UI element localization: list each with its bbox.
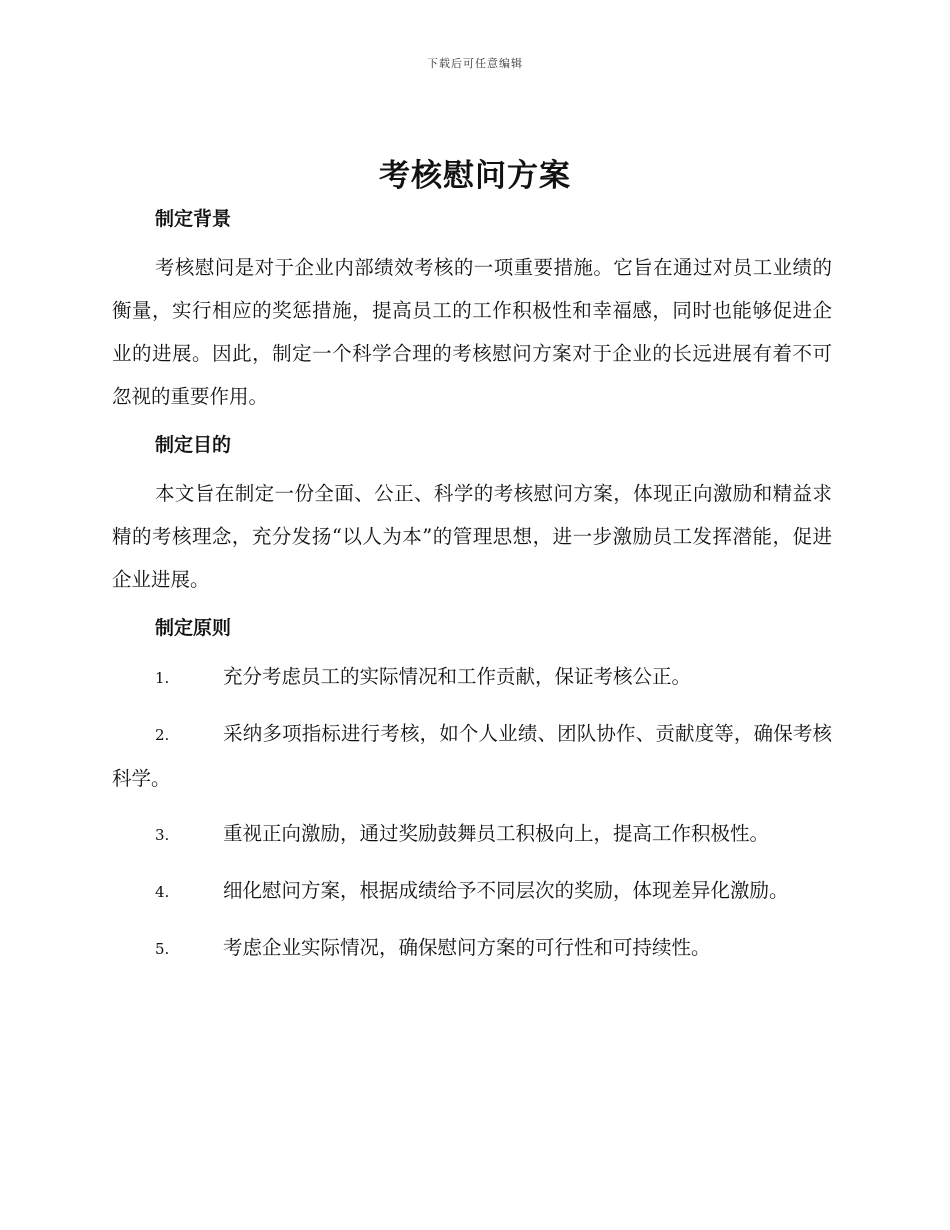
list-item-text: 细化慰问方案，根据成绩给予不同层次的奖励，体现差异化激励。 bbox=[223, 879, 789, 902]
list-item bbox=[112, 926, 832, 971]
document-title: 考核慰问方案 bbox=[379, 158, 571, 194]
list-item-number: 5. bbox=[155, 940, 170, 958]
purpose-paragraph: 本文旨在制定一份全面、公正、科学的考核慰问方案，体现正向激励和精益求精的考核理念，充分发扬“以人为本”的管理思想，进一步激励员工发挥潜能，促进企业进展。 bbox=[112, 482, 832, 591]
list-item-number: 2. bbox=[155, 726, 170, 744]
list-item-text: 考虑企业实际情况，确保慰问方案的可行性和可持续性。 bbox=[223, 936, 711, 959]
list-item bbox=[112, 712, 832, 800]
list-item-number: 1. bbox=[155, 669, 170, 687]
list-item-text: 充分考虑员工的实际情况和工作贡献，保证考核公正。 bbox=[223, 665, 692, 688]
list-item bbox=[112, 812, 832, 857]
list-item-text: 重视正向激励，通过奖励鼓舞员工积极向上，提高工作积极性。 bbox=[223, 822, 770, 845]
list-item-text: 采纳多项指标进行考核，如个人业绩、团队协作、贡献度等，确保考核科学。 bbox=[112, 722, 832, 790]
list-item bbox=[112, 869, 832, 914]
header-note: 下载后可任意编辑 bbox=[427, 57, 523, 70]
section-heading-background: 制定背景 bbox=[155, 208, 232, 230]
document-body bbox=[112, 204, 832, 971]
list-item bbox=[112, 655, 832, 700]
section-heading-purpose: 制定目的 bbox=[155, 434, 232, 456]
background-paragraph: 考核慰问是对于企业内部绩效考核的一项重要措施。它旨在通过对员工业绩的衡量，实行相应的奖惩措施，提高员工的工作积极性和幸福感，同时也能够促进企业的进展。因此，制定一个科学合理的考核慰问方案对于企业的长远进展有着不可忽视的重要作用。 bbox=[112, 256, 832, 408]
section-heading-principles: 制定原则 bbox=[155, 617, 232, 639]
list-item-number: 3. bbox=[155, 826, 170, 844]
list-item-number: 4. bbox=[155, 883, 170, 901]
